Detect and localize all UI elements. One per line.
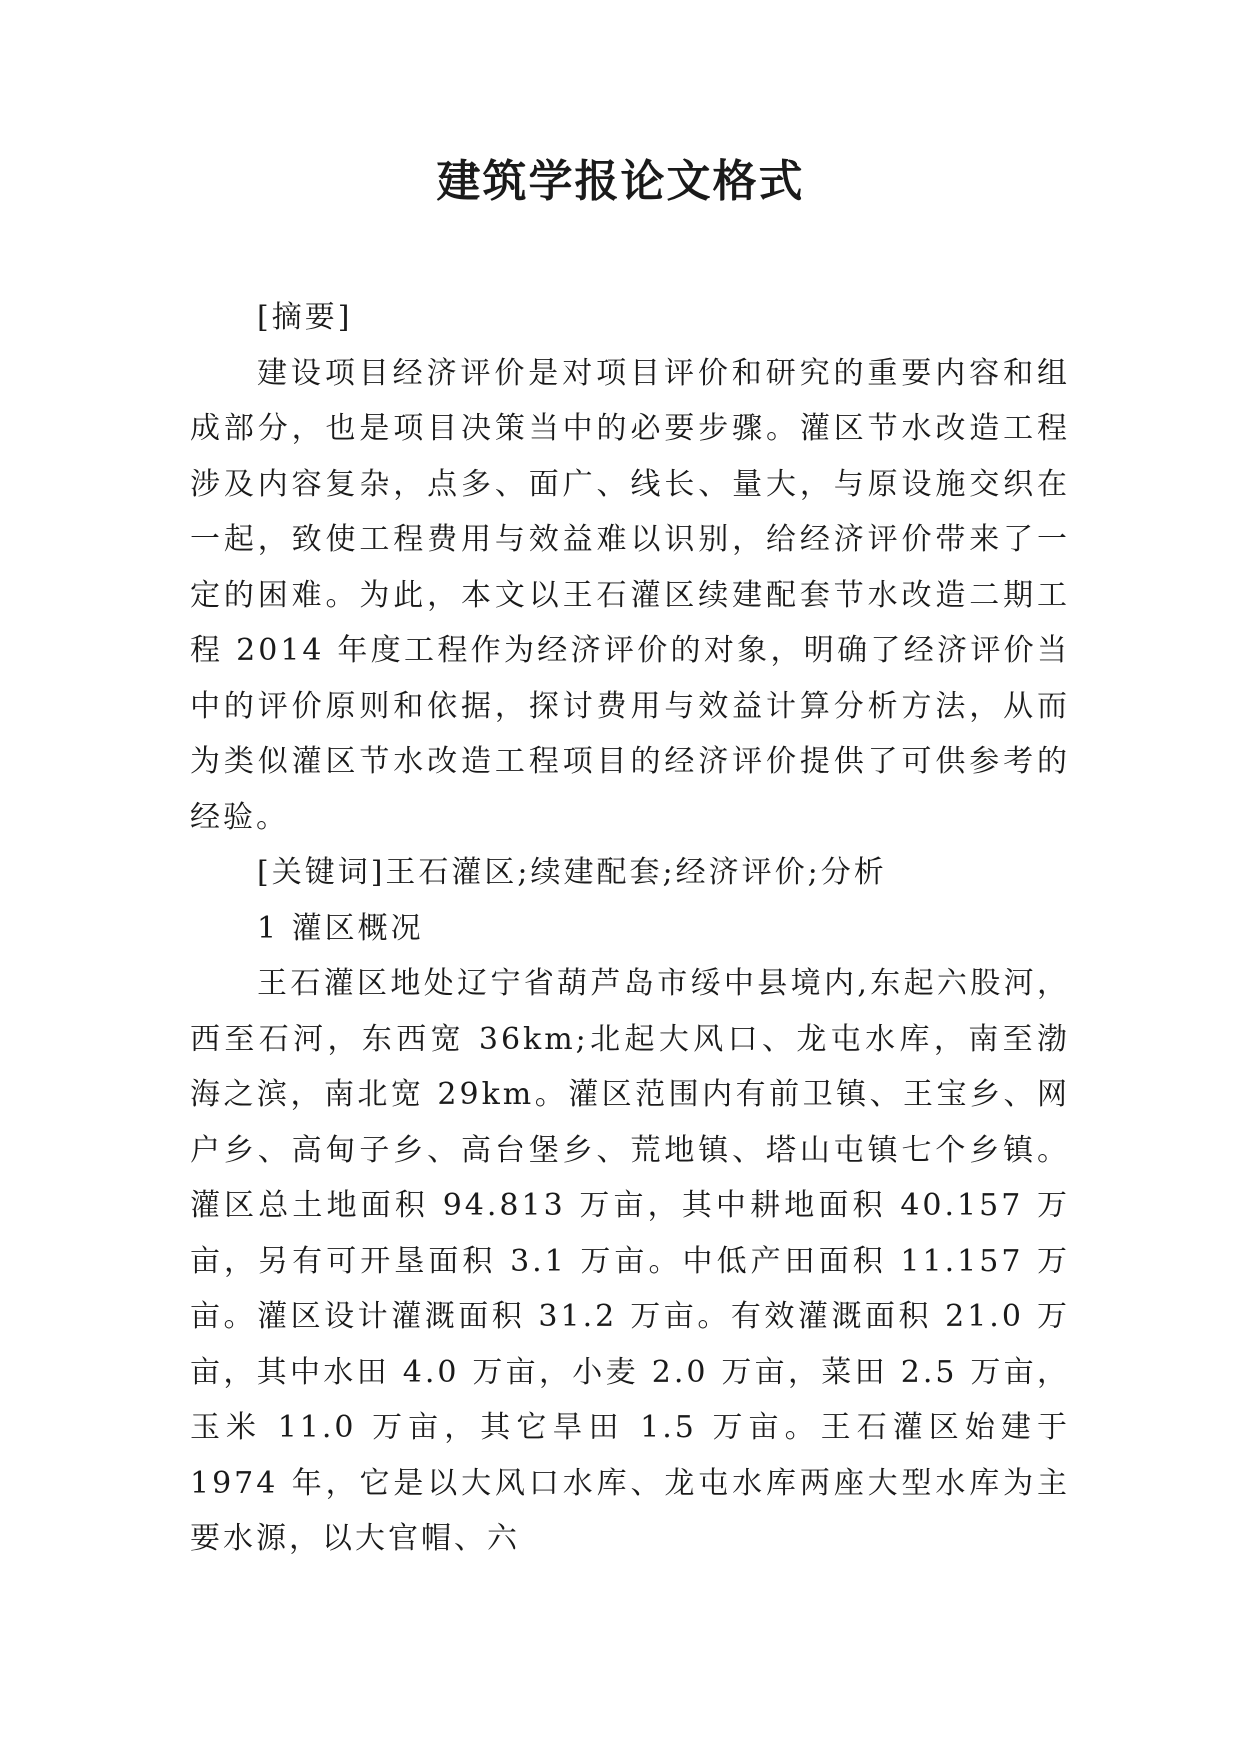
overview-paragraph: 王石灌区地处辽宁省葫芦岛市绥中县境内,东起六股河，西至石河，东西宽 36km;北起大风口、龙屯水库，南至渤海之滨，南北宽 29km。灌区范围内有前卫镇、王宝乡、网户乡、高甸子乡、高台堡乡、荒地镇、塔山屯镇七个乡镇。灌区总土地面积 94.813 万亩，其中耕地面积 40.157 万亩，另有可开垦面积 3.1 万亩。中低产田面积 11.157 万亩。灌区设计灌溉面积 31.2 万亩。有效灌溉面积 21.0 万亩，其中水田 4.0 万亩，小麦 2.0 万亩，菜田 2.5 万亩，玉米 11.0 万亩，其它旱田 1.5 万亩。王石灌区始建于 1974 年，它是以大风口水库、龙屯水库两座大型水库为主要水源，以大官帽、六 [190, 966, 1070, 1556]
abstract-paragraph: 建设项目经济评价是对项目评价和研究的重要内容和组成部分，也是项目决策当中的必要步骤。灌区节水改造工程涉及内容复杂，点多、面广、线长、量大，与原设施交织在一起，致使工程费用与效益难以识别，给经济评价带来了一定的困难。为此，本文以王石灌区续建配套节水改造二期工程 2014 年度工程作为经济评价的对象，明确了经济评价当中的评价原则和依据，探讨费用与效益计算分析方法，从而为类似灌区节水改造工程项目的经济评价提供了可供参考的经验。 [190, 355, 1070, 835]
document-title: 建筑学报论文格式 [436, 156, 805, 207]
keywords-paragraph: [关键词]王石灌区;续建配套;经济评价;分析 [257, 855, 887, 890]
abstract-heading: [摘要] [257, 300, 353, 335]
document-body [190, 290, 1070, 1567]
section-heading-1: 1 灌区概况 [257, 910, 424, 946]
